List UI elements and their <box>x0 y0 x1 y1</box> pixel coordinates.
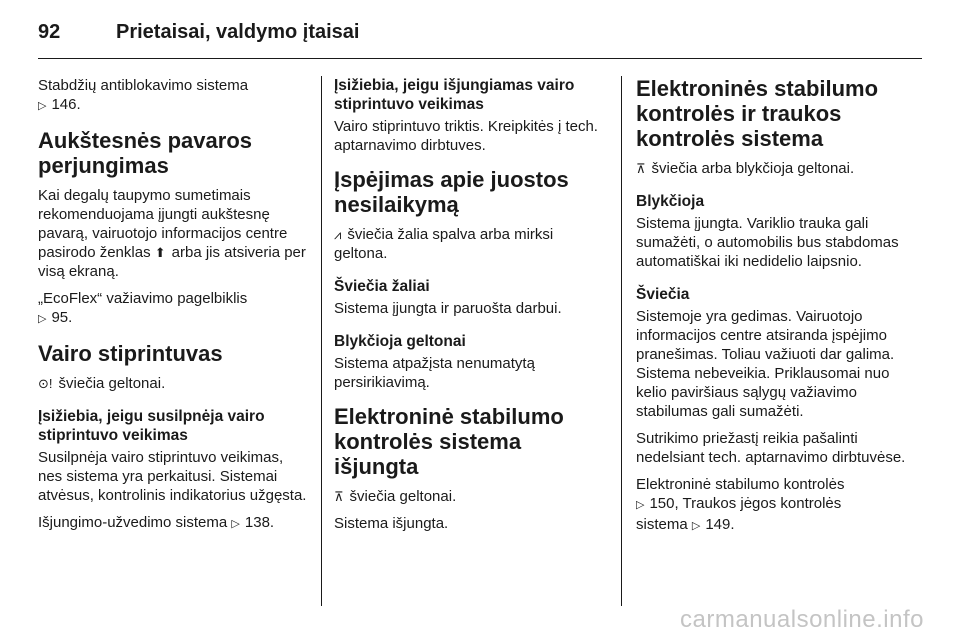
ref-arrow-icon: ▷ <box>636 499 645 511</box>
fix-text: Sutrikimo priežastį reikia pašalinti nedelsiant tech. aptarnavimo dirbtuvėse. <box>636 430 906 466</box>
upshift-arrow-icon: ⬆ <box>154 245 166 260</box>
esc-text: šviečia arba blykčioja geltonai. <box>651 160 855 177</box>
ref-arrow-icon: ▷ <box>231 518 240 530</box>
lane-departure-text: šviečia žalia spalva arba mirksi geltona. <box>334 226 554 262</box>
tc-ref-text: sistema <box>636 516 688 533</box>
steering-off-heading: Įsižiebia, jeigu išjungiamas vairo stiprintuvo veikimas <box>334 77 575 113</box>
blinking-text: Sistema įjungta. Variklio trauka gali sumažėti, o automobilis bus stabdomas automatiškai iki nedidelio laipsnio. <box>636 215 899 270</box>
esc-heading: Elektroninės stabilumo kontrolės ir traukos kontrolės sistema <box>636 76 879 151</box>
blink-yellow-heading: Blykčioja geltonai <box>334 333 466 350</box>
page-ref-link[interactable]: 150, Traukos jėgos kontrolės <box>649 495 842 512</box>
upshift-text: Kai degalų taupymo sumetimais rekomenduojama įjungti aukštesnę pavarą, vairuotojo informacijos centre pasirodo ženklas <box>38 187 288 261</box>
column-2 <box>334 76 604 541</box>
esc-paragraph <box>636 159 906 178</box>
intro-text: Stabdžių antiblokavimo sistema <box>38 77 249 94</box>
column-1 <box>38 76 308 542</box>
weak-steering-text: Susilpnėja vairo stiprintuvo veikimas, nes sistema yra perkaitusi. Sistemai atvėsus, kontrolinis indikatorius užgęsta. <box>38 449 307 504</box>
lane-departure-paragraph <box>334 225 604 263</box>
stop-start-text: Išjungimo-užvedimo sistema <box>38 514 228 531</box>
page-ref-link[interactable]: 149. <box>705 516 735 533</box>
intro-paragraph <box>38 76 308 116</box>
page-ref-link[interactable]: 138. <box>244 514 275 531</box>
column-divider-1 <box>321 76 322 606</box>
ref-arrow-icon: ▷ <box>691 520 701 532</box>
ecoflex-text: „EcoFlex“ važiavimo pagelbiklis <box>38 290 248 307</box>
steering-off-text: Vairo stiprintuvo triktis. Kreipkitės į tech. aptarnavimo dirbtuves. <box>334 118 598 154</box>
lane-departure-heading: Įspėjimas apie juostos nesilaikymą <box>334 167 569 217</box>
esc-off-icon: ⊼ <box>334 489 344 504</box>
esc-icon: ⊼ <box>636 161 646 176</box>
power-steering-heading: Vairo stiprintuvas <box>38 341 223 366</box>
steering-warning-icon: ⊙! <box>38 376 53 391</box>
lit-text: Sistemoje yra gedimas. Vairuotojo informacijos centre atsiranda įspėjimo pranešimas. Toliau važiuoti dar galima. Sistema nebeveikia. Priklausomai nuo kelio paviršiaus sąlygų važiavimo stabilumas gali sumažėti. <box>636 308 895 420</box>
stop-start-paragraph <box>38 513 308 534</box>
esc-off-heading: Elektroninė stabilumo kontrolės sistema išjungta <box>334 404 564 479</box>
blink-yellow-text: Sistema atpažįsta nenumatytą persirikiavimą. <box>334 355 535 391</box>
page-title: Prietaisai, valdymo įtaisai <box>116 20 360 43</box>
page-ref-link[interactable]: 146. <box>51 96 81 113</box>
ref-arrow-icon: ▷ <box>38 100 47 112</box>
upshift-text-end: arba jis atsiveria per visą ekraną. <box>38 244 306 280</box>
ecoflex-paragraph <box>38 289 308 329</box>
header-divider <box>38 58 922 59</box>
blinking-heading: Blykčioja <box>636 193 705 210</box>
power-steering-paragraph <box>38 374 308 393</box>
lane-departure-icon: ⩘ <box>334 227 342 242</box>
column-3 <box>636 76 906 544</box>
upshift-paragraph <box>38 186 308 281</box>
upshift-heading: Aukštesnės pavaros perjungimas <box>38 128 252 178</box>
ref-arrow-icon: ▷ <box>38 313 47 325</box>
power-steering-text: šviečia geltonai. <box>58 375 166 392</box>
page-ref-link[interactable]: 95. <box>51 309 73 326</box>
lit-heading: Šviečia <box>636 286 690 303</box>
lit-green-heading: Šviečia žaliai <box>334 278 430 295</box>
esc-off-paragraph <box>334 487 604 506</box>
lit-green-text: Sistema įjungta ir paruošta darbui. <box>334 300 562 317</box>
page-header <box>38 14 922 50</box>
column-divider-2 <box>621 76 622 606</box>
page-number: 92 <box>38 20 61 43</box>
weak-steering-heading: Įsižiebia, jeigu susilpnėja vairo stiprintuvo veikimas <box>38 408 265 444</box>
watermark: carmanualsonline.info <box>680 606 924 633</box>
esc-refs-paragraph <box>636 475 906 536</box>
esc-off-text: šviečia geltonai. <box>349 488 457 505</box>
esc-ref-text: Elektroninė stabilumo kontrolės <box>636 476 845 493</box>
esc-off-status: Sistema išjungta. <box>334 515 449 532</box>
